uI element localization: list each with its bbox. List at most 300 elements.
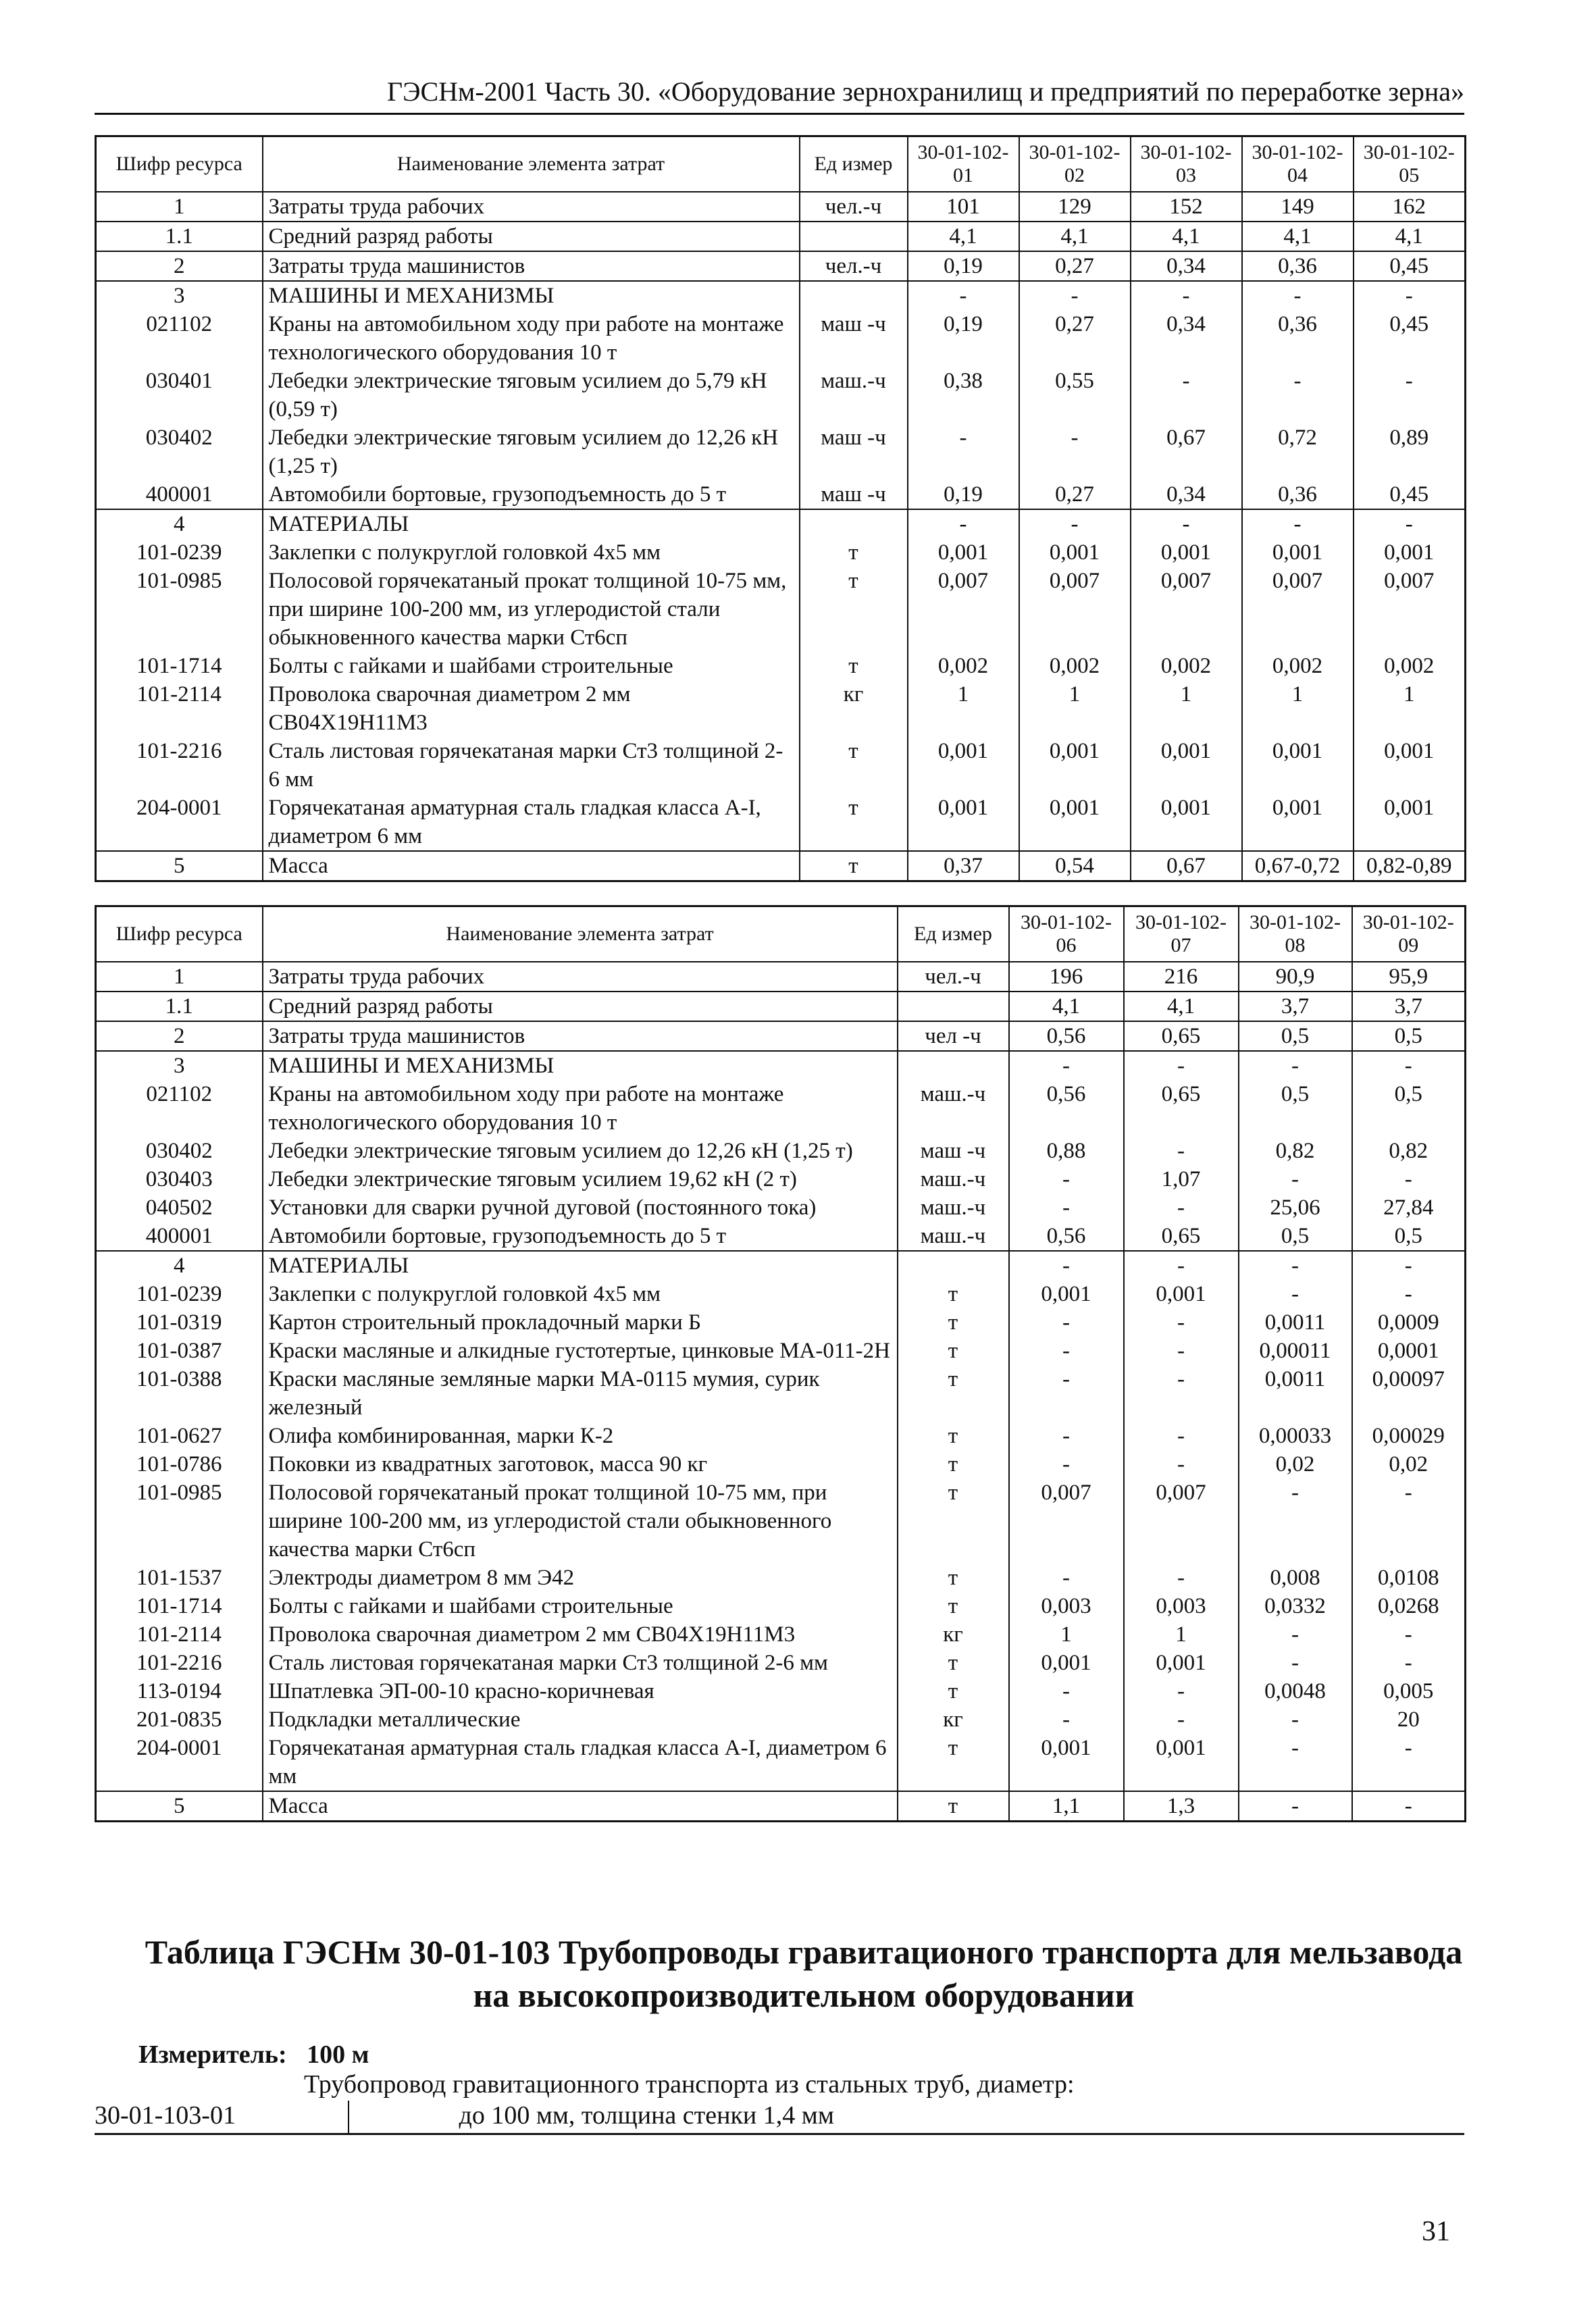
- cell-code: 101-0388: [96, 1365, 263, 1422]
- cell-value: 0,67: [1131, 423, 1242, 480]
- cell-unit: т: [800, 538, 908, 567]
- cell-value: 4,1: [1242, 222, 1354, 251]
- divider: [348, 2101, 349, 2134]
- cell-value: 0,19: [908, 310, 1019, 367]
- cell-value: 3,7: [1239, 992, 1352, 1021]
- cell-value: -: [1124, 1193, 1239, 1222]
- cell-value: 101: [908, 192, 1019, 222]
- cell-value: 0,88: [1009, 1137, 1124, 1165]
- table-row: [96, 1308, 1466, 1337]
- cell-value: -: [1352, 1649, 1466, 1677]
- cell-name: Сталь листовая горячекатаная марки Ст3 толщиной 2-6 мм: [263, 737, 800, 794]
- cell-value: 0,001: [908, 794, 1019, 851]
- column-header: 30-01-102-07: [1124, 906, 1239, 962]
- cell-unit: т: [898, 1677, 1009, 1705]
- cell-value: 0,007: [1124, 1479, 1239, 1564]
- cell-value: -: [908, 281, 1019, 310]
- cell-value: 0,36: [1242, 310, 1354, 367]
- cell-value: 162: [1354, 192, 1466, 222]
- cell-code: 101-0786: [96, 1450, 263, 1479]
- cell-name: МАШИНЫ И МЕХАНИЗМЫ: [263, 1051, 898, 1080]
- cell-value: -: [1352, 1051, 1466, 1080]
- cell-value: -: [1009, 1365, 1124, 1422]
- cell-value: 0,003: [1009, 1592, 1124, 1620]
- cell-value: 0,001: [1354, 737, 1466, 794]
- cell-value: 3,7: [1352, 992, 1466, 1021]
- cell-code: 4: [96, 509, 263, 538]
- cell-unit: т: [898, 1479, 1009, 1564]
- cell-value: -: [1131, 281, 1242, 310]
- cell-code: 101-0319: [96, 1308, 263, 1337]
- cell-value: 0,5: [1352, 1080, 1466, 1137]
- cell-name: Полосовой горячекатаный прокат толщиной 10-75 мм, при ширине 100-200 мм, из углеродистой стали обыкновенного качества марки Ст6сп: [263, 567, 800, 652]
- page-header: ГЭСНм-2001 Часть 30. «Оборудование зернохранилищ и предприятий по переработке зерна»: [95, 76, 1464, 115]
- table-row: [96, 652, 1466, 680]
- cell-unit: т: [898, 1564, 1009, 1592]
- cell-code: 1.1: [96, 992, 263, 1021]
- cell-value: 149: [1242, 192, 1354, 222]
- cell-value: 0,36: [1242, 251, 1354, 281]
- cell-unit: [800, 281, 908, 310]
- cell-value: 1: [1354, 680, 1466, 737]
- cell-value: 0,45: [1354, 310, 1466, 367]
- cell-code: 040502: [96, 1193, 263, 1222]
- cell-code: 400001: [96, 1222, 263, 1251]
- column-header: 30-01-102-04: [1242, 136, 1354, 192]
- table-row: [96, 1705, 1466, 1734]
- column-header: Шифр ресурса: [96, 136, 263, 192]
- cell-name: Затраты труда рабочих: [263, 962, 898, 992]
- table-row: [96, 1365, 1466, 1422]
- cell-unit: [898, 1251, 1009, 1280]
- cell-unit: т: [800, 567, 908, 652]
- table-row: [96, 423, 1466, 480]
- cell-code: 021102: [96, 310, 263, 367]
- cell-name: Олифа комбинированная, марки К-2: [263, 1422, 898, 1450]
- table-row: [96, 851, 1466, 881]
- cell-value: 0,008: [1239, 1564, 1352, 1592]
- cell-value: 0,001: [1131, 794, 1242, 851]
- cell-value: -: [908, 509, 1019, 538]
- table-row: [96, 509, 1466, 538]
- cell-value: -: [1239, 1734, 1352, 1791]
- cell-value: 196: [1009, 962, 1124, 992]
- cell-unit: т: [898, 1365, 1009, 1422]
- cell-code: 101-1714: [96, 1592, 263, 1620]
- cell-code: 021102: [96, 1080, 263, 1137]
- cell-name: Затраты труда машинистов: [263, 251, 800, 281]
- cell-value: 0,54: [1019, 851, 1131, 881]
- cell-code: 101-0985: [96, 567, 263, 652]
- table-row: [96, 538, 1466, 567]
- cell-value: -: [1354, 509, 1466, 538]
- cell-value: 0,001: [1019, 737, 1131, 794]
- cell-value: 0,007: [1019, 567, 1131, 652]
- cell-code: 113-0194: [96, 1677, 263, 1705]
- cell-value: -: [1239, 1620, 1352, 1649]
- table-row: [96, 1422, 1466, 1450]
- cell-value: 1: [1131, 680, 1242, 737]
- cell-value: -: [1124, 1564, 1239, 1592]
- meter-label: Измеритель:: [138, 2040, 287, 2069]
- cell-code: 400001: [96, 480, 263, 509]
- cell-value: -: [1242, 281, 1354, 310]
- cell-name: Автомобили бортовые, грузоподъемность до 5 т: [263, 1222, 898, 1251]
- cell-code: 101-0387: [96, 1337, 263, 1365]
- cell-value: 0,001: [1124, 1734, 1239, 1791]
- cell-value: 0,001: [1354, 538, 1466, 567]
- cell-unit: маш -ч: [898, 1137, 1009, 1165]
- cell-code: 101-2216: [96, 1649, 263, 1677]
- description-heading: Трубопровод гравитационного транспорта из стальных труб, диаметр:: [304, 2070, 1075, 2099]
- cell-name: Сталь листовая горячекатаная марки Ст3 толщиной 2-6 мм: [263, 1649, 898, 1677]
- cell-unit: т: [898, 1280, 1009, 1308]
- cell-unit: т: [898, 1450, 1009, 1479]
- cell-name: Масса: [263, 851, 800, 881]
- cell-unit: [800, 222, 908, 251]
- column-header: 30-01-102-03: [1131, 136, 1242, 192]
- table-row: [96, 281, 1466, 310]
- cell-name: Картон строительный прокладочный марки Б: [263, 1308, 898, 1337]
- cell-value: -: [1019, 423, 1131, 480]
- cell-value: 4,1: [1131, 222, 1242, 251]
- cell-value: 0,65: [1124, 1080, 1239, 1137]
- cell-value: -: [1124, 1422, 1239, 1450]
- column-header: Наименование элемента затрат: [263, 136, 800, 192]
- cell-name: Полосовой горячекатаный прокат толщиной 10-75 мм, при ширине 100-200 мм, из углеродистой стали обыкновенного качества марки Ст6сп: [263, 1479, 898, 1564]
- cell-value: 0,00029: [1352, 1422, 1466, 1450]
- cell-code: 101-1714: [96, 652, 263, 680]
- cell-value: -: [1242, 367, 1354, 423]
- table-row: [96, 367, 1466, 423]
- cell-name: Заклепки с полукруглой головкой 4х5 мм: [263, 1280, 898, 1308]
- cell-value: 0,0332: [1239, 1592, 1352, 1620]
- meter-value: 100 м: [307, 2040, 369, 2069]
- meter: [138, 2040, 369, 2069]
- table-row: [96, 794, 1466, 851]
- cell-name: Горячекатаная арматурная сталь гладкая класса А-I, диаметром 6 мм: [263, 794, 800, 851]
- cell-value: 0,005: [1352, 1677, 1466, 1705]
- cell-value: 0,67: [1131, 851, 1242, 881]
- cell-value: 20: [1352, 1705, 1466, 1734]
- cell-code: 101-1537: [96, 1564, 263, 1592]
- cell-code: 101-2216: [96, 737, 263, 794]
- cell-value: 0,0268: [1352, 1592, 1466, 1620]
- cost-table-102-01-05: [95, 135, 1466, 882]
- cell-value: -: [1352, 1165, 1466, 1193]
- table-row: [96, 1592, 1466, 1620]
- cell-name: МАШИНЫ И МЕХАНИЗМЫ: [263, 281, 800, 310]
- cell-code: 2: [96, 1021, 263, 1051]
- cell-value: 0,5: [1352, 1222, 1466, 1251]
- cell-name: Краски масляные и алкидные густотертые, цинковые МА-011-2Н: [263, 1337, 898, 1365]
- cell-value: -: [1239, 1791, 1352, 1822]
- cell-value: -: [1124, 1251, 1239, 1280]
- cell-value: 0,002: [1019, 652, 1131, 680]
- cell-value: 0,002: [1354, 652, 1466, 680]
- column-header: 30-01-102-05: [1354, 136, 1466, 192]
- cell-name: Масса: [263, 1791, 898, 1822]
- cell-value: 0,5: [1239, 1080, 1352, 1137]
- cell-name: Лебедки электрические тяговым усилием 19,62 кН (2 т): [263, 1165, 898, 1193]
- cell-unit: маш.-ч: [898, 1222, 1009, 1251]
- cell-value: 0,0011: [1239, 1365, 1352, 1422]
- cell-unit: кг: [800, 680, 908, 737]
- cell-value: 4,1: [1124, 992, 1239, 1021]
- cell-value: 0,001: [1009, 1649, 1124, 1677]
- cell-value: 152: [1131, 192, 1242, 222]
- table-row: [96, 1193, 1466, 1222]
- cell-code: 2: [96, 251, 263, 281]
- cell-value: 0,001: [1354, 794, 1466, 851]
- cell-unit: чел.-ч: [800, 251, 908, 281]
- cell-value: 0,00033: [1239, 1422, 1352, 1450]
- description-text: до 100 мм, толщина стенки 1,4 мм: [459, 2101, 834, 2130]
- cell-name: Шпатлевка ЭП-00-10 красно-коричневая: [263, 1677, 898, 1705]
- table-row: [96, 310, 1466, 367]
- table-row: [96, 251, 1466, 281]
- table-row: [96, 992, 1466, 1021]
- cell-name: Болты с гайками и шайбами строительные: [263, 652, 800, 680]
- cell-code: 1: [96, 192, 263, 222]
- cell-code: 204-0001: [96, 794, 263, 851]
- cell-value: 0,65: [1124, 1021, 1239, 1051]
- cell-code: 204-0001: [96, 1734, 263, 1791]
- table-row: [96, 1051, 1466, 1080]
- cell-value: 0,27: [1019, 310, 1131, 367]
- cell-value: -: [1009, 1422, 1124, 1450]
- cell-value: -: [1009, 1051, 1124, 1080]
- cell-value: 0,00097: [1352, 1365, 1466, 1422]
- cell-value: -: [1239, 1280, 1352, 1308]
- cell-name: Средний разряд работы: [263, 222, 800, 251]
- cell-value: 0,007: [1131, 567, 1242, 652]
- cell-value: 1,3: [1124, 1791, 1239, 1822]
- cell-value: -: [1009, 1677, 1124, 1705]
- cell-name: Краны на автомобильном ходу при работе на монтаже технологического оборудования 10 т: [263, 310, 800, 367]
- cell-value: -: [1124, 1705, 1239, 1734]
- cell-code: 201-0835: [96, 1705, 263, 1734]
- cell-value: 0,37: [908, 851, 1019, 881]
- cell-value: 0,56: [1009, 1222, 1124, 1251]
- cell-unit: т: [898, 1337, 1009, 1365]
- cell-value: 0,5: [1239, 1021, 1352, 1051]
- cell-value: -: [1354, 367, 1466, 423]
- cell-value: -: [1239, 1705, 1352, 1734]
- column-header: Наименование элемента затрат: [263, 906, 898, 962]
- cell-value: -: [1124, 1051, 1239, 1080]
- cell-value: 4,1: [1354, 222, 1466, 251]
- cell-value: 0,001: [908, 538, 1019, 567]
- cell-unit: маш.-ч: [898, 1165, 1009, 1193]
- cell-value: 0,34: [1131, 251, 1242, 281]
- cell-unit: маш.-ч: [898, 1080, 1009, 1137]
- cell-value: 1: [1009, 1620, 1124, 1649]
- cell-value: 0,27: [1019, 480, 1131, 509]
- cell-code: 101-0985: [96, 1479, 263, 1564]
- cell-unit: т: [898, 1422, 1009, 1450]
- cell-unit: [800, 509, 908, 538]
- cell-value: 4,1: [1009, 992, 1124, 1021]
- cell-value: 0,001: [1124, 1649, 1239, 1677]
- cell-unit: маш.-ч: [800, 367, 908, 423]
- table-row: [96, 1337, 1466, 1365]
- cell-value: -: [1124, 1337, 1239, 1365]
- cell-value: -: [1239, 1165, 1352, 1193]
- cell-value: -: [1009, 1337, 1124, 1365]
- cell-value: -: [1352, 1280, 1466, 1308]
- cell-value: 0,007: [1354, 567, 1466, 652]
- cell-value: -: [1124, 1308, 1239, 1337]
- table-row: [96, 1791, 1466, 1822]
- cell-value: 0,36: [1242, 480, 1354, 509]
- table-row: [96, 1649, 1466, 1677]
- cell-value: 0,003: [1124, 1592, 1239, 1620]
- cell-name: Проволока сварочная диаметром 2 мм СВ04Х19Н11М3: [263, 1620, 898, 1649]
- cell-value: 1,1: [1009, 1791, 1124, 1822]
- cell-value: 90,9: [1239, 962, 1352, 992]
- cell-value: 1,07: [1124, 1165, 1239, 1193]
- cell-value: -: [1239, 1051, 1352, 1080]
- table-row: [96, 1479, 1466, 1564]
- cell-value: 1: [908, 680, 1019, 737]
- column-header: Ед измер: [800, 136, 908, 192]
- cell-value: 0,67-0,72: [1242, 851, 1354, 881]
- cell-value: -: [1354, 281, 1466, 310]
- cell-value: -: [1009, 1251, 1124, 1280]
- cell-unit: кг: [898, 1620, 1009, 1649]
- cell-code: 101-0239: [96, 1280, 263, 1308]
- table-row: [96, 222, 1466, 251]
- cell-value: 0,0108: [1352, 1564, 1466, 1592]
- cell-value: -: [1124, 1365, 1239, 1422]
- table-title-line1: Таблица ГЭСНм 30-01-103 Трубопроводы гравитационого транспорта для мельзавода: [145, 1933, 1463, 1971]
- cell-code: 101-0239: [96, 538, 263, 567]
- cell-value: -: [1019, 281, 1131, 310]
- cell-code: 1.1: [96, 222, 263, 251]
- cell-value: 4,1: [908, 222, 1019, 251]
- page-number: 31: [1422, 2216, 1450, 2247]
- cell-value: -: [1131, 509, 1242, 538]
- cell-value: 0,72: [1242, 423, 1354, 480]
- cell-value: 0,19: [908, 251, 1019, 281]
- cell-value: 0,002: [1242, 652, 1354, 680]
- cell-value: -: [1352, 1620, 1466, 1649]
- cell-value: 0,56: [1009, 1021, 1124, 1051]
- cell-unit: т: [898, 1734, 1009, 1791]
- table-row: [96, 567, 1466, 652]
- cell-value: 0,007: [1242, 567, 1354, 652]
- cell-value: 0,34: [1131, 310, 1242, 367]
- cell-value: 0,45: [1354, 480, 1466, 509]
- cell-value: -: [1239, 1251, 1352, 1280]
- table-row: [96, 192, 1466, 222]
- cell-value: 0,82-0,89: [1354, 851, 1466, 881]
- cell-value: 0,56: [1009, 1080, 1124, 1137]
- cell-unit: чел -ч: [898, 1021, 1009, 1051]
- cell-value: 0,001: [1242, 737, 1354, 794]
- cell-unit: маш -ч: [800, 310, 908, 367]
- cell-name: Лебедки электрические тяговым усилием до 12,26 кН (1,25 т): [263, 423, 800, 480]
- cell-value: 0,00011: [1239, 1337, 1352, 1365]
- cell-value: -: [1242, 509, 1354, 538]
- cell-value: 0,0009: [1352, 1308, 1466, 1337]
- table-row: [96, 1677, 1466, 1705]
- table-row: [96, 1450, 1466, 1479]
- cell-value: 0,002: [1131, 652, 1242, 680]
- cell-value: 0,0001: [1352, 1337, 1466, 1365]
- cell-code: 101-2114: [96, 1620, 263, 1649]
- cell-value: -: [1352, 1734, 1466, 1791]
- cell-name: Средний разряд работы: [263, 992, 898, 1021]
- cell-code: 101-2114: [96, 680, 263, 737]
- cell-value: 0,007: [1009, 1479, 1124, 1564]
- cell-value: 25,06: [1239, 1193, 1352, 1222]
- column-header: Шифр ресурса: [96, 906, 263, 962]
- cell-unit: чел.-ч: [898, 962, 1009, 992]
- cell-name: МАТЕРИАЛЫ: [263, 509, 800, 538]
- cell-unit: [898, 1051, 1009, 1080]
- table-row: [96, 1165, 1466, 1193]
- cell-value: 0,34: [1131, 480, 1242, 509]
- cell-name: Поковки из квадратных заготовок, масса 90 кг: [263, 1450, 898, 1479]
- table-row: [96, 1251, 1466, 1280]
- cell-value: -: [1009, 1564, 1124, 1592]
- cell-value: 0,002: [908, 652, 1019, 680]
- cell-unit: кг: [898, 1705, 1009, 1734]
- column-header: 30-01-102-09: [1352, 906, 1466, 962]
- cell-name: Автомобили бортовые, грузоподъемность до 5 т: [263, 480, 800, 509]
- table-row: [96, 680, 1466, 737]
- cell-value: 0,001: [1242, 794, 1354, 851]
- cell-name: МАТЕРИАЛЫ: [263, 1251, 898, 1280]
- cell-unit: маш.-ч: [898, 1193, 1009, 1222]
- cell-code: 030402: [96, 1137, 263, 1165]
- cell-value: 0,001: [1124, 1280, 1239, 1308]
- cell-value: -: [1009, 1308, 1124, 1337]
- cell-code: 030401: [96, 367, 263, 423]
- cell-code: 030403: [96, 1165, 263, 1193]
- cell-unit: т: [800, 652, 908, 680]
- table-row: [96, 1620, 1466, 1649]
- cell-value: -: [1124, 1450, 1239, 1479]
- cell-value: 0,55: [1019, 367, 1131, 423]
- table-row: [96, 1080, 1466, 1137]
- cell-code: 030402: [96, 423, 263, 480]
- cell-unit: т: [898, 1649, 1009, 1677]
- cell-code: 4: [96, 1251, 263, 1280]
- cell-value: 0,45: [1354, 251, 1466, 281]
- cell-value: 95,9: [1352, 962, 1466, 992]
- cell-unit: маш -ч: [800, 480, 908, 509]
- cost-table-102-06-09: [95, 905, 1466, 1822]
- table-title-line2: на высокопроизводительном оборудовании: [473, 1976, 1135, 2014]
- cell-code: 3: [96, 281, 263, 310]
- table-row: [96, 1280, 1466, 1308]
- cell-value: -: [1009, 1193, 1124, 1222]
- cell-value: -: [1352, 1791, 1466, 1822]
- cell-value: 0,001: [1009, 1734, 1124, 1791]
- cell-value: 1: [1242, 680, 1354, 737]
- cell-unit: маш -ч: [800, 423, 908, 480]
- cell-unit: т: [898, 1592, 1009, 1620]
- cell-value: -: [1019, 509, 1131, 538]
- cell-unit: т: [898, 1791, 1009, 1822]
- cell-unit: т: [800, 737, 908, 794]
- cell-unit: т: [800, 851, 908, 881]
- table-row: [96, 1137, 1466, 1165]
- column-header: Ед измер: [898, 906, 1009, 962]
